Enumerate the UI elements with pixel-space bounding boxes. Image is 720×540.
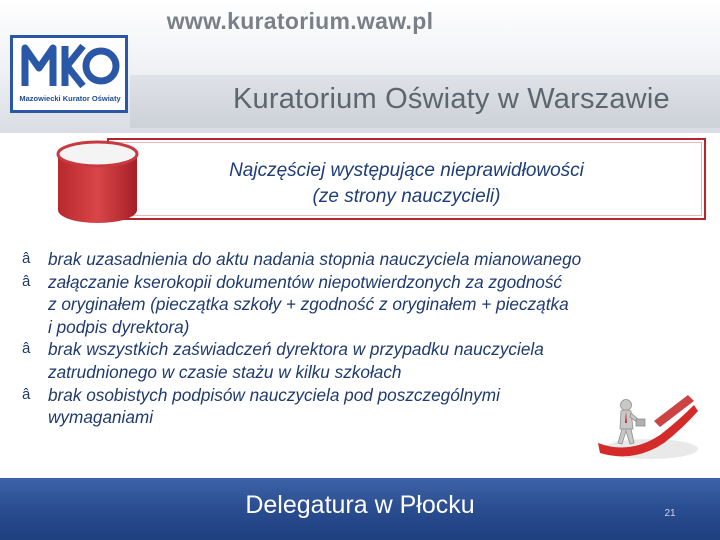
list-item-text: i podpis dyrektora) xyxy=(48,316,190,337)
organization-title: Kuratorium Oświaty w Warszawie xyxy=(233,83,670,115)
slide-subtitle: (ze strony nauczycieli) xyxy=(312,186,501,207)
bullet-arrow-icon: â xyxy=(22,340,31,358)
slide-title: Najczęściej występujące nieprawidłowości xyxy=(229,160,584,181)
list-item-text: wymaganiami xyxy=(48,407,154,428)
page-number: 21 xyxy=(664,508,676,519)
list-item-text: zatrudnionego w czasie stażu w kilku szkołach xyxy=(48,361,402,382)
bullet-arrow-icon: â xyxy=(22,385,31,403)
bullet-arrow-icon: â xyxy=(22,272,31,290)
website-url: www.kuratorium.waw.pl xyxy=(166,8,434,34)
list-item-text: brak wszystkich zaświadczeń dyrektora w przypadku nauczyciela xyxy=(48,339,544,360)
red-cylinder-graphic xyxy=(55,140,140,226)
list-item-text: z oryginałem (pieczątka szkoły + zgodność z oryginałem + pieczątka xyxy=(48,294,569,315)
bullet-arrow-icon: â xyxy=(22,250,31,267)
mko-logo xyxy=(10,35,128,113)
logo-caption: Mazowiecki Kurator Oświaty xyxy=(19,94,121,103)
list-item-text: załączanie kserokopii dokumentów niepotwierdzonych za zgodność xyxy=(48,271,563,292)
list-item-text: brak uzasadnienia do aktu nadania stopnia nauczyciela mianowanego xyxy=(48,249,582,269)
mko-logo-icon xyxy=(21,42,121,88)
footer-title: Delegatura w Płocku xyxy=(245,491,475,519)
red-carpet-figure-illustration xyxy=(590,383,700,465)
list-item xyxy=(22,338,692,383)
list-item-text: brak osobistych podpisów nauczyciela pod poszczególnymi xyxy=(48,384,500,405)
list-item xyxy=(22,248,692,271)
list-item xyxy=(22,271,692,339)
